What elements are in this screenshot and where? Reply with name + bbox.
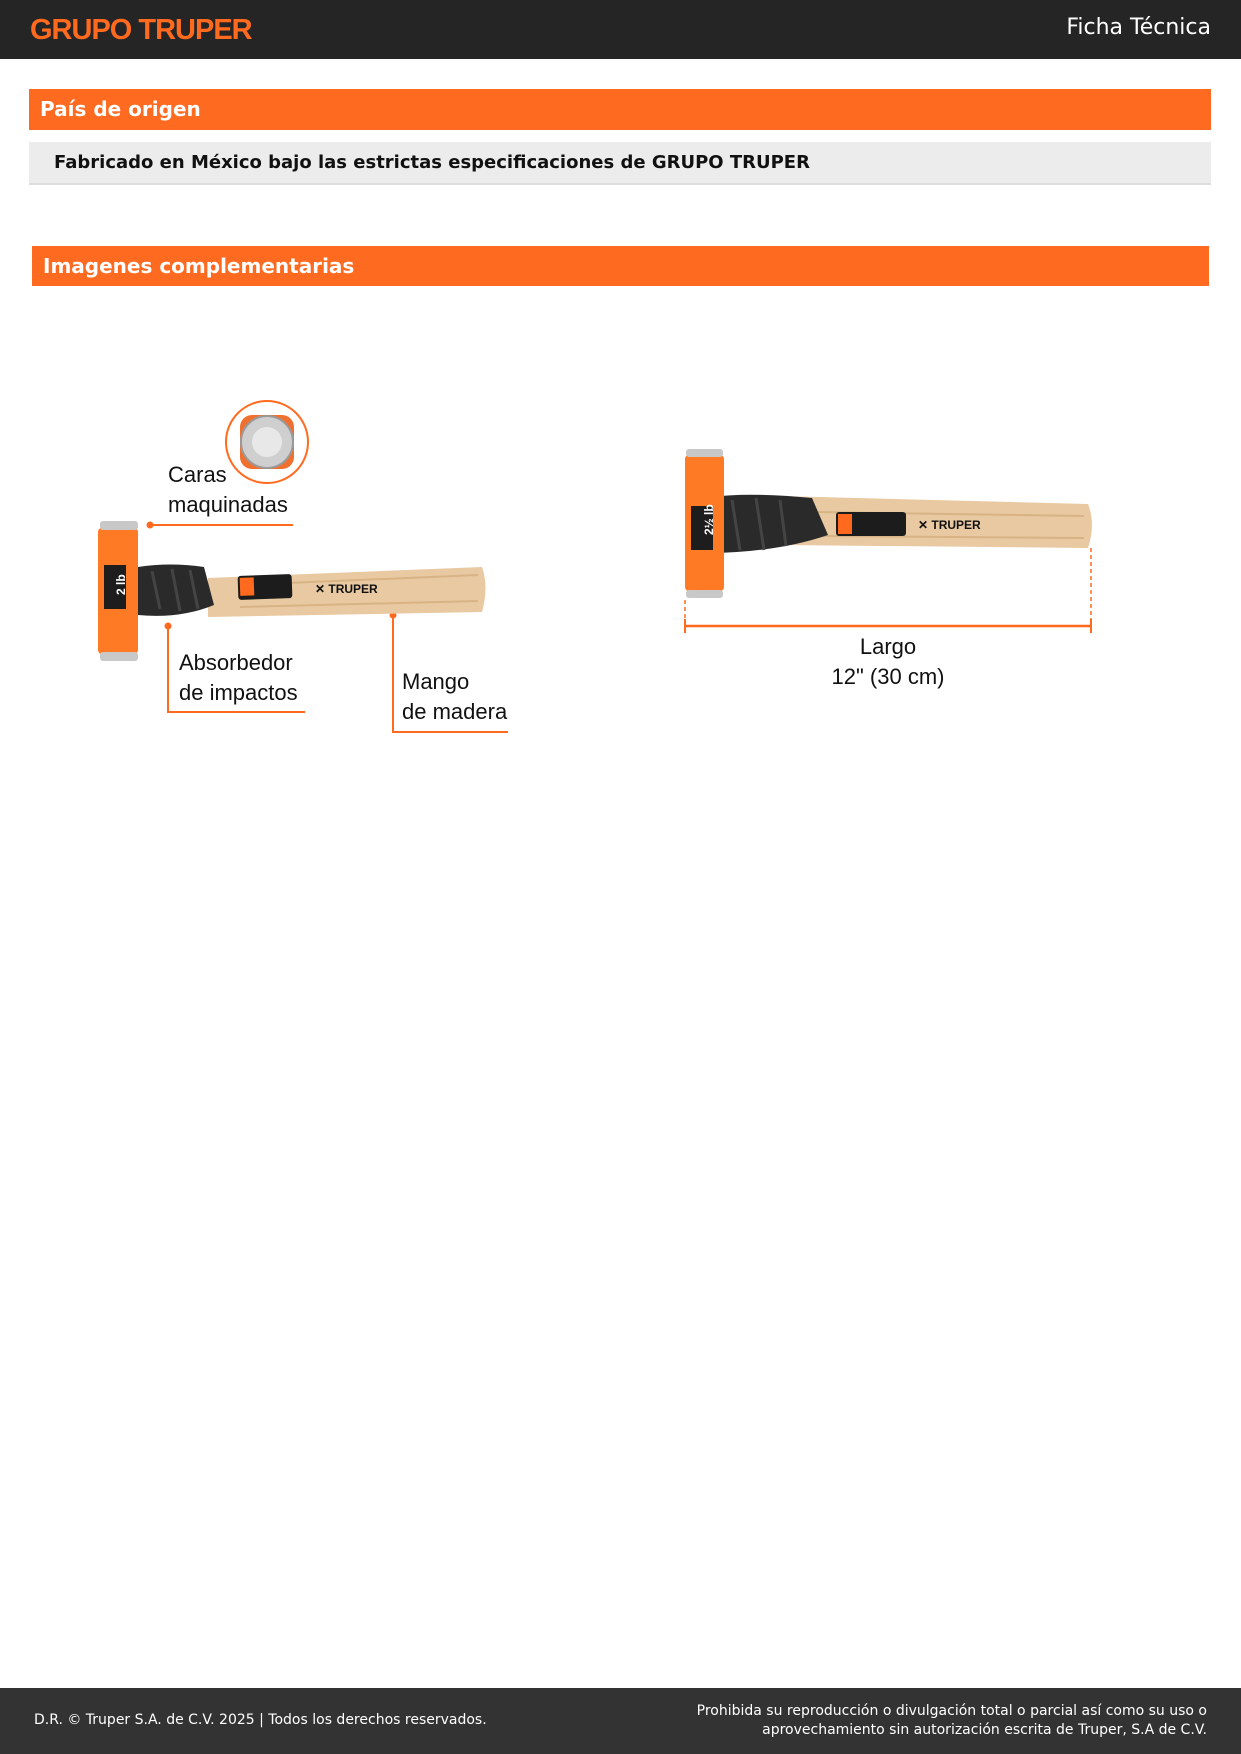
- svg-text:2½ lb: 2½ lb: [702, 504, 716, 535]
- hammer-features-image: [90, 395, 520, 740]
- footer-legal-line1: Prohibida su reproducción o divulgación total o parcial así como su uso o: [696, 1703, 1207, 1719]
- footer-legal-line2: aprovechamiento sin autorización escrita de Truper, S.A de C.V.: [762, 1722, 1207, 1738]
- grupo-truper-logo: GRUPO TRUPER: [30, 14, 252, 46]
- callout-shock: [179, 648, 298, 708]
- svg-text:2 lb: 2 lb: [114, 574, 128, 595]
- callout-handle: [402, 667, 507, 727]
- footer-copyright: D.R. © Truper S.A. de C.V. 2025 | Todos los derechos reservados.: [34, 1712, 487, 1728]
- page-header: [0, 0, 1241, 59]
- dimension-callout: [668, 632, 1108, 692]
- callout-faces: [168, 460, 288, 520]
- page-footer: [0, 1688, 1241, 1754]
- callout-handle-line2: de madera: [402, 699, 508, 724]
- dimension-label: Largo: [859, 634, 917, 659]
- callout-handle-line1: Mango: [402, 669, 470, 694]
- callout-faces-line1: Caras: [168, 462, 227, 487]
- document-title: Ficha Técnica: [1066, 15, 1211, 40]
- svg-text:✕ TRUPER: ✕ TRUPER: [315, 582, 378, 596]
- origin-section-heading: País de origen: [29, 89, 1211, 130]
- origin-text: Fabricado en México bajo las estrictas especificaciones de GRUPO TRUPER: [29, 142, 1211, 185]
- callout-faces-line2: maquinadas: [168, 492, 288, 517]
- callout-shock-line1: Absorbedor: [179, 650, 293, 675]
- hammer-dimension-image: [668, 440, 1098, 700]
- footer-legal-notice: [647, 1702, 1207, 1740]
- images-section-heading: Imagenes complementarias: [32, 246, 1209, 286]
- callout-shock-line2: de impactos: [179, 680, 298, 705]
- svg-text:✕ TRUPER: ✕ TRUPER: [918, 518, 981, 532]
- dimension-value: 12" (30 cm): [831, 664, 945, 689]
